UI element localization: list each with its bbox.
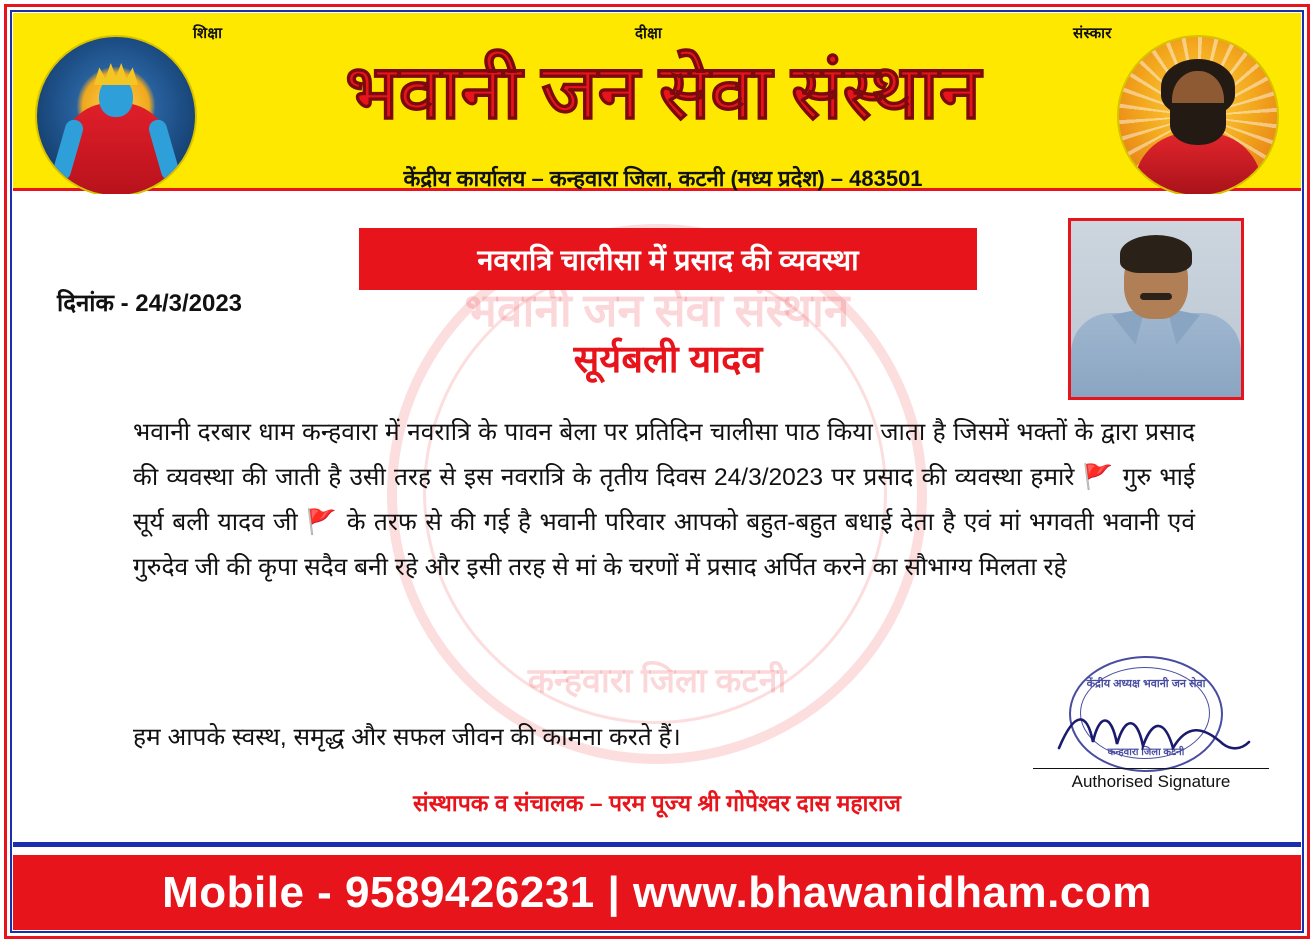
wish-paragraph: हम आपके स्वस्थ, समृद्ध और सफल जीवन की कामना करते हैं। bbox=[133, 724, 681, 751]
header-label-diksha: दीक्षा bbox=[635, 25, 663, 42]
honoree-name: सूर्यबली यादव bbox=[573, 339, 763, 381]
document-footer bbox=[13, 855, 1301, 930]
organization-address: केंद्रीय कार्यालय – कन्हवारा जिला, कटनी (मध्य प्रदेश) – 483501 bbox=[403, 166, 923, 191]
watermark-top-text: भवानी जन सेवा संस्थान bbox=[464, 285, 850, 336]
date-label: दिनांक - 24/3/2023 bbox=[57, 290, 243, 317]
title-banner bbox=[359, 228, 977, 290]
paragraph-segment-3: के तरफ से की गई है भवानी परिवार आपको बहुत-बहुत बधाई देता है एवं मां भगवती भवानी एवं गुरुदेव जी की कृपा सदैव बनी रहे और इसी तरह से मां के चरणों में प्रसाद अर्पित करने का सौभाग्य मिलता रहे bbox=[133, 509, 1195, 581]
header-label-shiksha: शिक्षा bbox=[193, 25, 223, 42]
signature-scribble bbox=[1053, 704, 1253, 762]
title-banner-text: नवरात्रि चालीसा में प्रसाद की व्यवस्था bbox=[477, 244, 859, 277]
flag-icon: 🚩 bbox=[1082, 464, 1115, 491]
guru-photo bbox=[1117, 35, 1279, 197]
signature-block bbox=[1033, 656, 1269, 802]
portrait-shirt bbox=[1071, 313, 1241, 397]
signature-caption: Authorised Signature bbox=[1071, 772, 1231, 791]
footer-divider bbox=[13, 842, 1301, 847]
deity-photo bbox=[35, 35, 197, 197]
guru-beard bbox=[1170, 103, 1226, 145]
contact-line: Mobile - 9589426231 | www.bhawanidham.com bbox=[162, 867, 1152, 917]
paragraph-segment-2: गुरु भाई सूर्य बली यादव जी bbox=[133, 464, 1195, 536]
flag-icon-2: 🚩 bbox=[306, 509, 339, 536]
founder-line: संस्थापक व संचालक – परम पूज्य श्री गोपेश्वर दास महाराज bbox=[413, 790, 901, 816]
document-body bbox=[13, 194, 1301, 842]
header-label-sanskar: संस्कार bbox=[1073, 25, 1112, 42]
signature-rule bbox=[1033, 768, 1269, 769]
paragraph-segment-1: भवानी दरबार धाम कन्हवारा में नवरात्रि के पावन बेला पर प्रतिदिन चालीसा पाठ किया जाता है जिसमें भक्तों के द्वारा प्रसाद की व्यवस्था की जाती है उसी तरह से इस नवरात्रि के तृतीय दिवस 24/3/2023 पर प्रसाद की व्यवस्था हमारे bbox=[133, 419, 1195, 491]
portrait-hair bbox=[1120, 235, 1192, 273]
document-header bbox=[13, 13, 1301, 191]
stamp-bottom-text: कन्हवारा जिला कटनी bbox=[1107, 747, 1185, 758]
main-paragraph bbox=[133, 410, 1195, 590]
honoree-portrait bbox=[1068, 218, 1244, 400]
watermark-bottom-text: कन्हवारा जिला कटनी bbox=[527, 663, 787, 700]
stamp-top-text: केंद्रीय अध्यक्ष भवानी जन सेवा bbox=[1086, 678, 1206, 690]
portrait-moustache bbox=[1140, 293, 1172, 300]
organization-title: भवानी जन सेवा संस्थान bbox=[345, 51, 981, 135]
